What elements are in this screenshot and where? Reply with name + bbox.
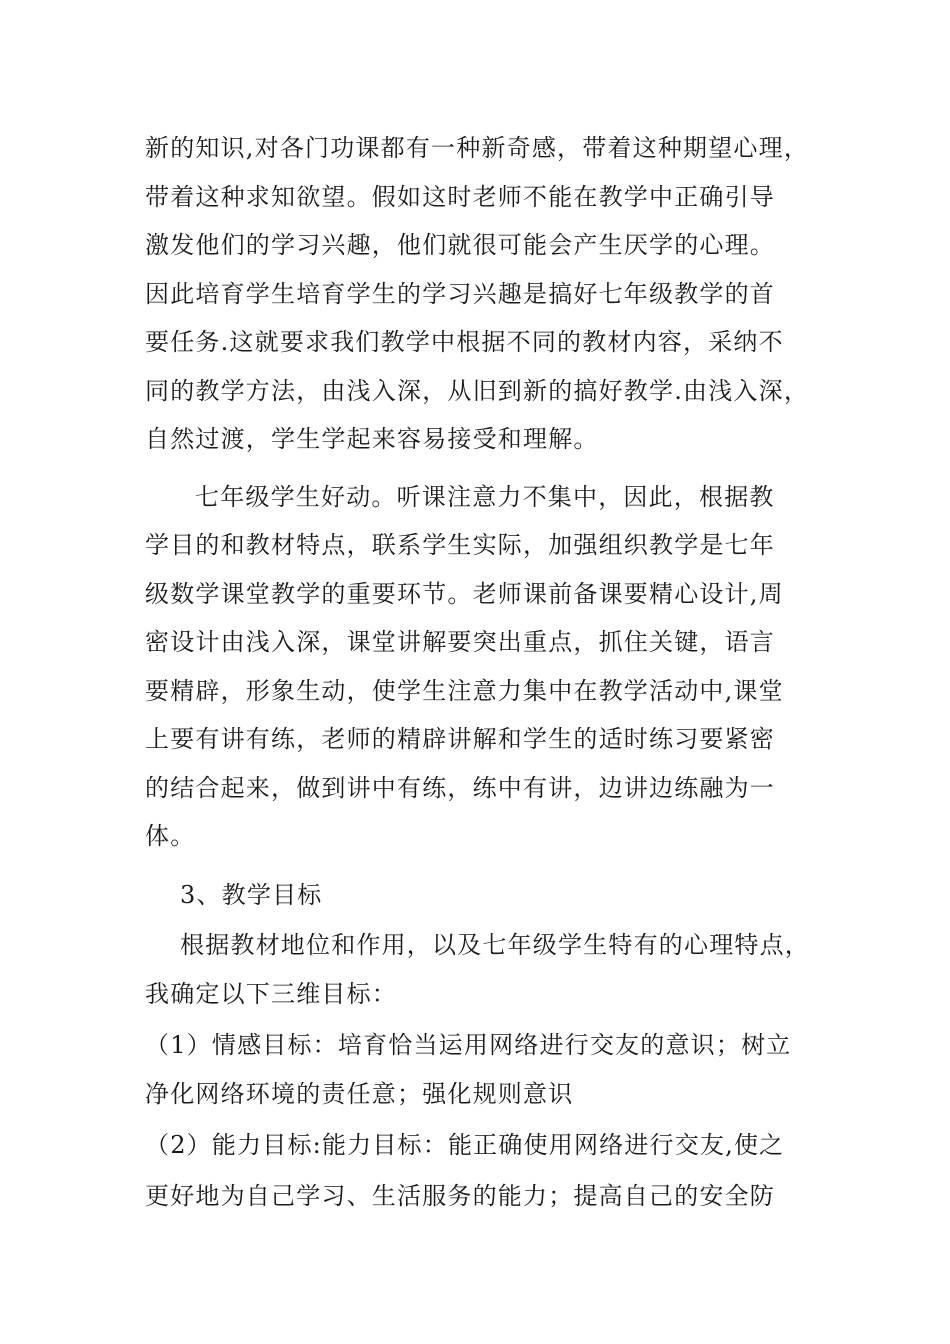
text-line: 学目的和教材特点，联系学生实际，加强组织教学是七年 xyxy=(145,531,775,559)
section-heading: 3、教学目标 xyxy=(180,881,323,909)
text-line: 的结合起来，做到讲中有练，练中有讲，边讲边练融为一 xyxy=(145,774,775,802)
text-line: 要精辟，形象生动，使学生注意力集中在教学活动中,课堂 xyxy=(145,677,784,705)
list-item: （1）情感目标：培育恰当运用网络进行交友的意识；树立 xyxy=(145,1031,792,1059)
text-line: 根据教材地位和作用，以及七年级学生特有的心理特点， xyxy=(180,931,810,959)
text-line: 带着这种求知欲望。假如这时老师不能在教学中正确引导 xyxy=(145,183,775,211)
text-line: 我确定以下三维目标： xyxy=(145,980,397,1008)
text-line: 要任务.这就要求我们教学中根据不同的教材内容，采纳不 xyxy=(145,328,784,356)
text-line: 激发他们的学习兴趣，他们就很可能会产生厌学的心理。 xyxy=(145,231,775,259)
text-line: 新的知识,对各门功课都有一种新奇感，带着这种期望心理， xyxy=(145,134,810,162)
text-line: 更好地为自己学习、生活服务的能力；提高自己的安全防 xyxy=(145,1182,775,1210)
text-line: 净化网络环境的责任意；强化规则意识 xyxy=(145,1080,574,1108)
text-line: 七年级学生好动。听课注意力不集中，因此，根据教 xyxy=(195,483,775,511)
text-line: 因此培育学生培育学生的学习兴趣是搞好七年级教学的首 xyxy=(145,280,775,308)
text-line: 自然过渡，学生学起来容易接受和理解。 xyxy=(145,425,599,453)
text-line: 同的教学方法，由浅入深，从旧到新的搞好教学.由浅入深， xyxy=(145,377,810,405)
text-line: 上要有讲有练，老师的精辟讲解和学生的适时练习要紧密 xyxy=(145,725,775,753)
text-line: 体。 xyxy=(145,822,196,850)
text-line: 密设计由浅入深，课堂讲解要突出重点，抓住关键，语言 xyxy=(145,628,775,656)
list-item: （2）能力目标:能力目标：能正确使用网络进行交友,使之 xyxy=(145,1131,785,1159)
text-line: 级数学课堂教学的重要环节。老师课前备课要精心设计,周 xyxy=(145,580,784,608)
